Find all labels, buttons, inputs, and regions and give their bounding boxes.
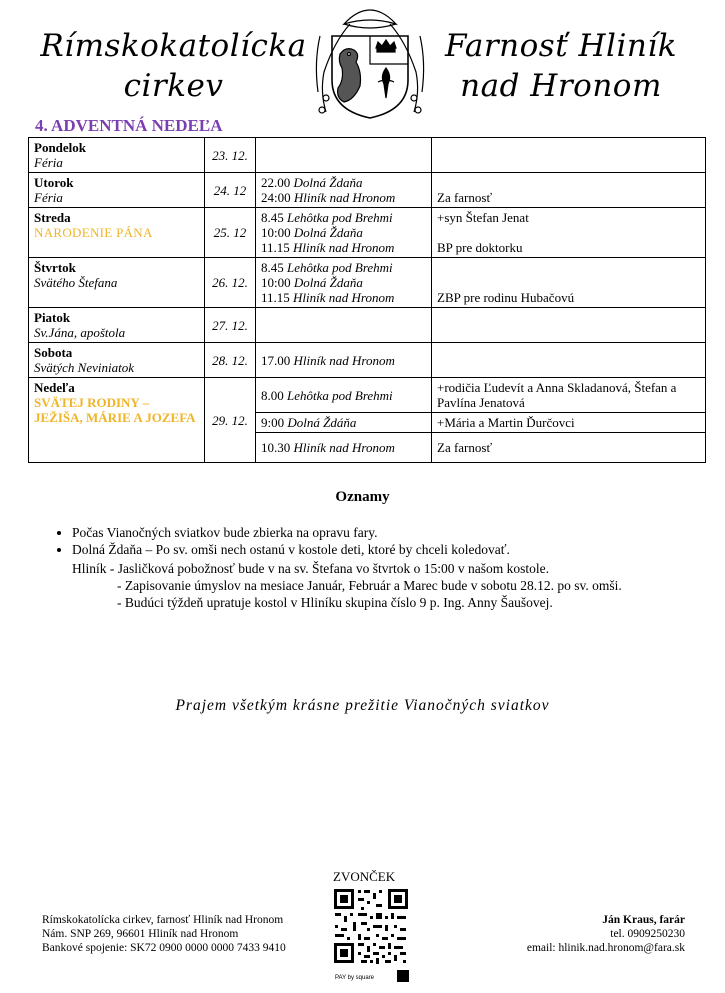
- header-left: [36, 26, 311, 106]
- day-subtitle: Svätých Neviniatok: [34, 360, 134, 375]
- mass-time: 8.00: [261, 387, 284, 403]
- mass-location: Hliník nad Hronom: [293, 352, 395, 368]
- mass-time: 24:00: [261, 190, 291, 205]
- day-subtitle: Féria: [34, 155, 63, 170]
- mass-time: 17.00: [261, 352, 291, 368]
- list-item: Hliník - Jasličková pobožnosť bude v na sv. Štefana vo štvrtok o 15:00 v našom kostole.: [72, 561, 549, 576]
- mass-location: Dolná Ždaňa: [293, 175, 363, 190]
- intent-cell: [432, 308, 706, 343]
- week-title: 4. ADVENTNÁ NEDEĽA: [35, 116, 223, 135]
- feast-name: NARODENIE PÁNA: [34, 225, 153, 240]
- day-subtitle: Féria: [34, 190, 63, 205]
- pastor-email: email: hlinik.nad.hronom@fara.sk: [526, 942, 685, 954]
- intent-cell: [432, 138, 706, 173]
- mass-location: Hliník nad Hronom: [293, 240, 395, 255]
- mass-intention: +Mária a Martin Ďurčovci: [432, 413, 706, 433]
- footer-address: [42, 913, 286, 955]
- announcements-sublist: [72, 560, 622, 611]
- date-cell: 26. 12.: [205, 258, 256, 308]
- mass-location: Dolná Ždaňa: [293, 275, 363, 290]
- table-row: [29, 208, 706, 258]
- mass-location: Hliník nad Hronom: [293, 290, 395, 305]
- day-name: Sobota: [34, 345, 73, 360]
- mass-location: Lehôtka pod Brehmi: [287, 210, 393, 225]
- qr-label: ZVONČEK: [333, 869, 396, 884]
- mass-time: 11.15: [261, 290, 290, 305]
- mass-intention: ZBP pre rodinu Hubačovú: [437, 290, 575, 305]
- table-row: [29, 258, 706, 308]
- mass-intention: Za farnosť: [432, 433, 706, 463]
- mass-location: Hliník nad Hronom: [293, 440, 395, 455]
- place-cell: [256, 413, 432, 433]
- mass-intention: Za farnosť: [437, 190, 493, 205]
- mass-time: 10:00: [261, 275, 291, 290]
- list-item: - Budúci týždeň upratuje kostol v Hliníku skupina číslo 9 p. Ing. Anny Šaušovej.: [117, 595, 553, 610]
- table-row: [29, 173, 706, 208]
- intent-cell: [432, 343, 706, 378]
- table-row: [29, 308, 706, 343]
- mass-intention: BP pre doktorku: [437, 240, 523, 255]
- mass-time: 10.30: [261, 440, 291, 455]
- pastor-name: Ján Kraus, farár: [602, 914, 685, 926]
- holiday-wish: Prajem všetkým krásne prežitie Vianočných sviatkov: [175, 697, 550, 714]
- mass-location: Lehôtka pod Brehmi: [287, 387, 393, 403]
- mass-time: 11.15: [261, 240, 290, 255]
- announcements-list: [52, 524, 712, 558]
- list-item: - Zapisovanie úmyslov na mesiace Január, Február a Marec bude v sobotu 28.12. po sv. omši.: [117, 578, 622, 593]
- mass-schedule-table: [28, 137, 706, 463]
- footer-line: Rímskokatolícka cirkev, farnosť Hliník nad Hronom: [42, 914, 284, 926]
- list-item: • Počas Vianočných sviatkov bude zbierka na opravu fary.: [72, 524, 712, 541]
- intent-cell: [432, 208, 706, 258]
- header-left-line1: Rímskokatolícka: [40, 28, 307, 64]
- mass-time: 9:00: [261, 415, 285, 430]
- feast-name: SVÄTEJ RODINY – JEŽIŠA, MÁRIE A JOZEFA: [34, 395, 196, 425]
- mass-time: 10:00: [261, 225, 291, 240]
- mass-location: Lehôtka pod Brehmi: [287, 260, 393, 275]
- mass-time: 8.45: [261, 260, 284, 275]
- date-cell: 25. 12: [205, 208, 256, 258]
- place-cell: [256, 308, 432, 343]
- mass-time: 22.00: [261, 175, 291, 190]
- announcements-title: Oznamy: [335, 489, 390, 505]
- pastor-phone: tel. 0909250230: [610, 928, 685, 940]
- header-right-line2: nad Hronom: [460, 68, 662, 104]
- table-row: [29, 343, 706, 378]
- date-cell: 23. 12.: [205, 138, 256, 173]
- place-cell: [256, 208, 432, 258]
- footer-contact: [527, 913, 685, 955]
- intent-cell: [432, 258, 706, 308]
- day-name: Nedeľa: [34, 380, 75, 395]
- day-name: Pondelok: [34, 140, 87, 155]
- header-right: [430, 26, 692, 106]
- qr-caption: PAY by square: [335, 975, 375, 981]
- list-item: • Dolná Ždaňa – Po sv. omši nech ostanú v kostole deti, ktoré by chceli koledovať.: [72, 541, 712, 558]
- mass-location: Dolná Ždaňa: [293, 225, 363, 240]
- place-cell: [256, 378, 432, 413]
- footer-line: Bankové spojenie: SK72 0900 0000 0000 7433 9410: [42, 942, 286, 954]
- mass-location: Dolná Ždáňa: [287, 415, 357, 430]
- date-cell: 24. 12: [205, 173, 256, 208]
- day-name: Piatok: [34, 310, 71, 325]
- day-name: Štvrtok: [34, 260, 76, 275]
- day-name: Streda: [34, 210, 71, 225]
- date-cell: 28. 12.: [205, 343, 256, 378]
- table-row: [29, 378, 706, 413]
- place-cell: [256, 138, 432, 173]
- table-row: [29, 138, 706, 173]
- place-cell: [256, 173, 432, 208]
- mass-location: Hliník nad Hronom: [293, 190, 396, 205]
- header-right-line1: Farnosť Hliník: [444, 28, 678, 64]
- day-name: Utorok: [34, 175, 74, 190]
- place-cell: [256, 258, 432, 308]
- mass-intention: +syn Štefan Jenat: [437, 210, 529, 225]
- day-subtitle: Svätého Štefana: [34, 275, 118, 290]
- place-cell: [256, 433, 432, 463]
- date-cell: 29. 12.: [205, 378, 256, 463]
- qr-code-icon: [331, 886, 411, 986]
- date-cell: 27. 12.: [205, 308, 256, 343]
- day-subtitle: Sv.Jána, apoštola: [34, 325, 126, 340]
- place-cell: [256, 343, 432, 378]
- coat-of-arms-icon: [304, 2, 436, 120]
- footer-line: Nám. SNP 269, 96601 Hliník nad Hronom: [42, 928, 239, 940]
- mass-intention: +rodičia Ľudevít a Anna Skladanová, Štefan a Pavlína Jenatová: [432, 378, 706, 413]
- header-left-line2: cirkev: [123, 68, 224, 104]
- mass-time: 8.45: [261, 210, 284, 225]
- intent-cell: [432, 173, 706, 208]
